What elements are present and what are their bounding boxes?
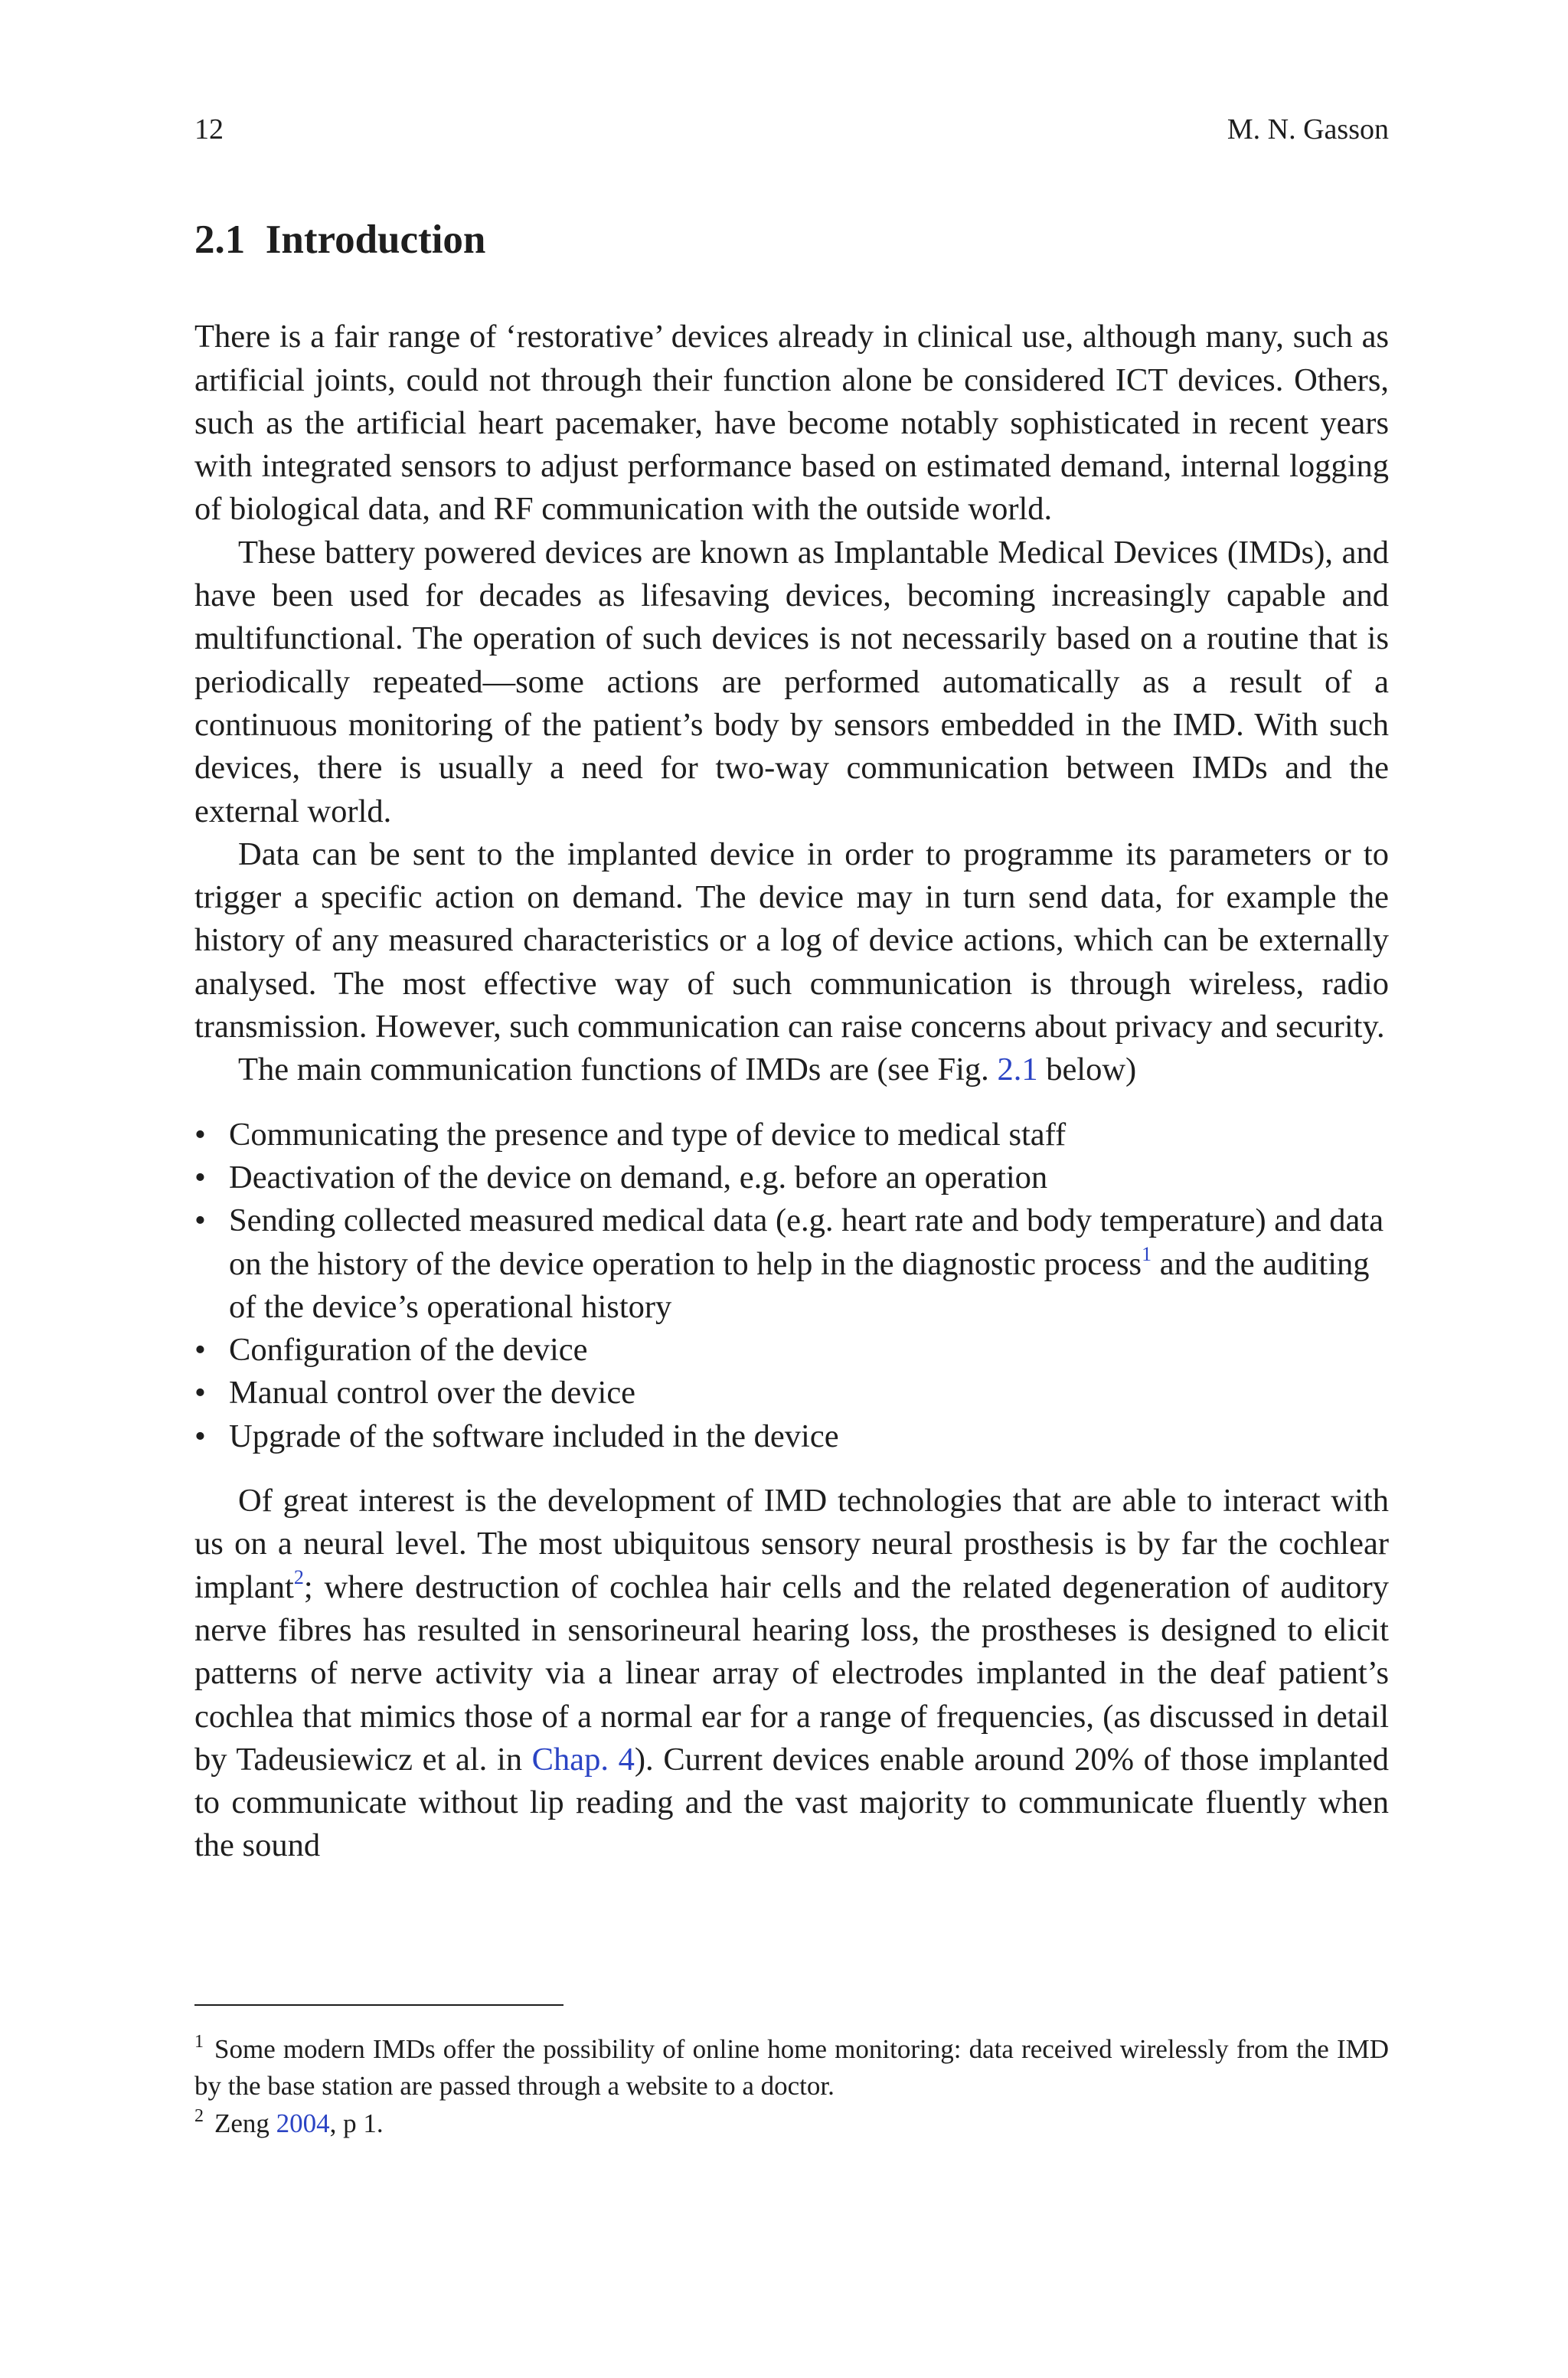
footnote-ref-1[interactable]: 1 — [1142, 1242, 1152, 1265]
list-item: • Configuration of the device — [194, 1329, 1389, 1372]
list-item — [194, 1199, 1389, 1329]
list-item-text: Sending collected measured medical data (e.g. heart rate and body temperature) and data on the history of the device operation to help in the diagnostic process — [229, 1202, 1384, 1282]
paragraph-5-text-3: ). Current devices enable around 20% of those implanted to communicate without lip reading and the vast majority to communicate fluently when the sound — [194, 1741, 1389, 1864]
paragraph-3: Data can be sent to the implanted device in order to programme its parameters or to trigger a specific action on demand. The device may in turn send data, for example the history of any measured characteristics or a log of device actions, which can be externally analysed. The most effective way of such communication is through wireless, radio transmission. However, such communication can raise concerns about privacy and security. — [194, 836, 1389, 1045]
footnote-ref-2[interactable]: 2 — [293, 1565, 304, 1588]
footnote-1 — [194, 2031, 1389, 2104]
footnote-tail: , p 1. — [329, 2108, 384, 2138]
page — [194, 115, 1389, 1868]
running-head — [194, 115, 1389, 146]
figure-link[interactable]: 2.1 — [997, 1052, 1038, 1088]
section-title: Introduction — [265, 218, 486, 262]
footnote-2 — [194, 2105, 1389, 2142]
running-head-author: M. N. Gasson — [1227, 113, 1389, 146]
paragraph-1: There is a fair range of ‘restorative’ devices already in clinical use, although many, such as artificial joints, could not through their function alone be considered ICT devices. Others, such as the artificial heart pacemaker, have become notably sophisticated in recent years with integrated sensors to adjust performance based on estimated demand, internal logging of biological data, and RF communication with the outside world. — [194, 319, 1389, 528]
section-number: 2.1 — [194, 218, 246, 262]
paragraph-4-text: The main communication functions of IMDs are (see Fig. — [238, 1052, 998, 1088]
reference-link[interactable]: 2004 — [276, 2108, 330, 2138]
footnotes — [194, 2031, 1389, 2144]
paragraph-5-text: Of great interest is the development of IMD technologies that are able to interact with us on a neural level. The most ubiquitous sensory neural prosthesis is by far the cochlear implant — [194, 1483, 1389, 1605]
list-item: • Upgrade of the software included in the device — [194, 1415, 1389, 1458]
bullet-list — [194, 1114, 1389, 1458]
section-heading — [194, 218, 1389, 262]
chapter-link[interactable]: Chap. 4 — [531, 1741, 635, 1778]
list-item: • Manual control over the device — [194, 1372, 1389, 1415]
footnote-number: 1 — [194, 2032, 204, 2052]
paragraph-4 — [194, 1048, 1389, 1091]
footnote-number: 2 — [194, 2106, 204, 2126]
paragraph-4-tail: below) — [1037, 1052, 1137, 1088]
list-item: • Communicating the presence and type of device to medical staff — [194, 1114, 1389, 1156]
list-item-tail: and the auditing of the device’s operational history — [229, 1245, 1370, 1325]
body-text — [194, 316, 1389, 1867]
footnote-text: Zeng — [214, 2108, 276, 2138]
footnote-text: Some modern IMDs offer the possibility of online home monitoring: data received wirelessly from the IMD by the base station are passed through a website to a doctor. — [194, 2034, 1389, 2101]
list-item: • Deactivation of the device on demand, e.g. before an operation — [194, 1156, 1389, 1199]
paragraph-5-text-2: ; where destruction of cochlea hair cells and the related degeneration of auditory nerve fibres has resulted in sensorineural hearing loss, the prostheses is designed to elicit patterns of nerve activity via a linear array of electrodes implanted in the deaf patient’s cochlea that mimics those of a normal ear for a range of frequencies, (as discussed in detail by Tadeusiewicz et al. in — [194, 1568, 1389, 1778]
paragraph-5 — [194, 1480, 1389, 1868]
paragraph-2: These battery powered devices are known as Implantable Medical Devices (IMDs), and have been used for decades as lifesaving devices, becoming increasingly capable and multifunctional. The operation of such devices is not necessarily based on a routine that is periodically repeated—some actions are performed automatically as a result of a continuous monitoring of the patient’s body by sensors embedded in the IMD. With such devices, there is usually a need for two-way communication between IMDs and the external world. — [194, 534, 1389, 829]
page-number: 12 — [194, 113, 224, 146]
footnote-divider — [194, 2004, 564, 2006]
